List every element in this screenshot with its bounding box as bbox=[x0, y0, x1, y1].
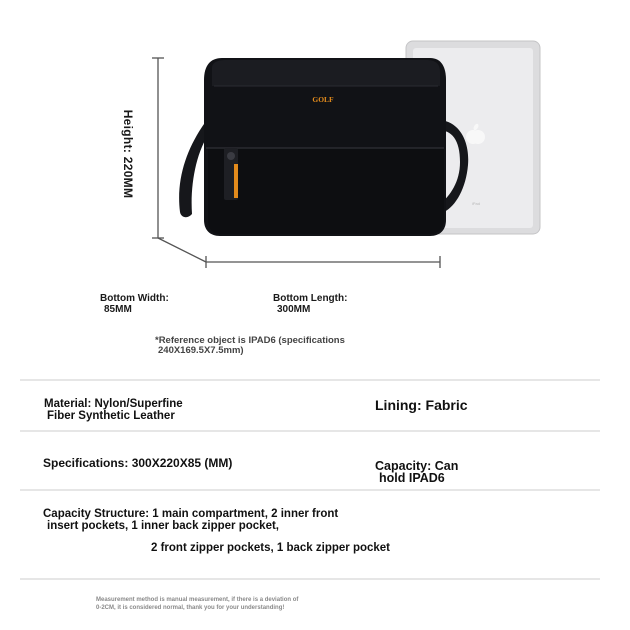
lining-text: Lining: Fabric bbox=[375, 397, 468, 413]
capacity-line1: Capacity: Can bbox=[375, 459, 459, 473]
zipper-pull-accent bbox=[234, 164, 238, 198]
brand-logo: GOLF bbox=[312, 95, 334, 104]
structure-line2: insert pockets, 1 inner back zipper pocket, bbox=[47, 520, 279, 532]
footnote-line1: Measurement method is manual measurement, if there is a deviation of bbox=[96, 597, 299, 603]
material-text bbox=[44, 398, 183, 422]
height-text: Height: 220MM bbox=[121, 109, 135, 199]
capacity-text bbox=[375, 460, 458, 484]
capacity-structure-text bbox=[43, 508, 423, 554]
bottom-width-value: 85MM bbox=[104, 304, 132, 315]
bottom-length-label bbox=[273, 293, 347, 315]
bag-body bbox=[204, 58, 446, 236]
capacity-line2: hold IPAD6 bbox=[379, 471, 445, 485]
bottom-length-title: Bottom Length: bbox=[273, 293, 348, 304]
reference-note-line1: *Reference object is IPAD6 (specifications bbox=[155, 335, 345, 346]
bottom-length-value: 300MM bbox=[277, 304, 311, 315]
divider bbox=[20, 379, 600, 381]
divider bbox=[20, 489, 600, 491]
footnote-line2: 0-2CM, it is considered normal, thank you for your understanding! bbox=[96, 605, 285, 611]
bottom-width-label bbox=[100, 293, 169, 315]
ipad-label: iPad bbox=[471, 201, 481, 206]
snap-button-icon bbox=[227, 152, 235, 160]
bottom-width-title: Bottom Width: bbox=[100, 293, 169, 304]
divider bbox=[20, 430, 600, 432]
product-illustration bbox=[0, 0, 630, 280]
specifications-text: Specifications: 300X220X85 (MM) bbox=[43, 456, 233, 470]
structure-line3: 2 front zipper pockets, 1 back zipper pocket bbox=[151, 542, 391, 554]
reference-note bbox=[155, 336, 395, 356]
measurement-footnote bbox=[96, 596, 366, 612]
material-line2: Fiber Synthetic Leather bbox=[47, 410, 175, 422]
divider bbox=[20, 578, 600, 580]
reference-note-line2: 240X169.5X7.5mm) bbox=[158, 345, 244, 356]
material-line1: Material: Nylon/Superfine bbox=[44, 398, 183, 410]
structure-line1: Capacity Structure: 1 main compartment, 2 inner front bbox=[43, 508, 339, 520]
